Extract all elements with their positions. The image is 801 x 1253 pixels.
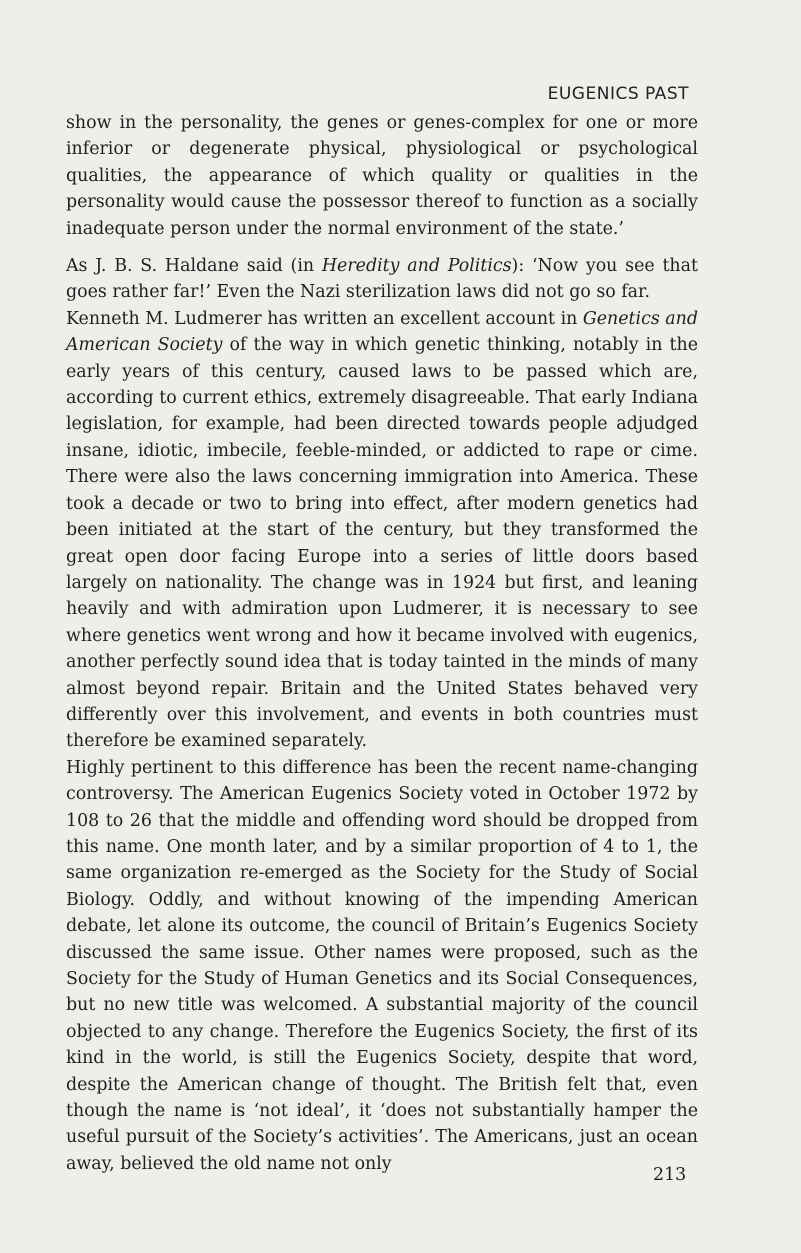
paragraph-haldane (66, 253, 698, 306)
book-title-heredity-and-politics: Heredity and Politics (321, 256, 512, 277)
page-number: 213 (653, 1165, 687, 1185)
paragraph-ludmerer (66, 306, 698, 755)
paragraph-text: ): ‘Now you see that goes rather far!’ Even the Nazi sterilization laws did not go so far. (66, 256, 698, 303)
running-head: EUGENICS PAST (547, 84, 689, 104)
paragraph-text: As J. B. S. Haldane said (in (66, 256, 322, 277)
paragraph-text: Kenneth M. Ludmerer has written an excellent account in (66, 308, 583, 329)
body-text (66, 110, 698, 1177)
paragraph-name-changing: Highly pertinent to this difference has been the recent name-changing controversy. The American Eugenics Society voted in October 1972 by 108 to 26 that the middle and offending word should be dropped from this name. One month later, and by a similar proportion of 4 to 1, the same organization re-emerged as the Society for the Study of Social Biology. Oddly, and without knowing of the impending American debate, let alone its outcome, the council of Britain’s Eugenics Society discussed the same issue. Other names were proposed, such as the Society for the Study of Human Genetics and its Social Consequences, but no new title was welcomed. A substantial majority of the council objected to any change. Therefore the Eugenics Society, the first of its kind in the world, is still the Eugenics Society, despite that word, despite the American change of thought. The British felt that, even though the name is ‘not ideal’, it ‘does not substantially hamper the useful pursuit of the Society’s activities’. The Americans, just an ocean away, believed the old name not only (66, 757, 698, 1174)
block-quote: show in the personality, the genes or genes-complex for one or more inferior or degenerate physical, physiological or psychological qualities, the appearance of which quality or qualities in the personality would cause the possessor thereof to function as a socially inadequate person under the normal environment of the state.’ (66, 113, 698, 239)
paragraph-text: of the way in which genetic thinking, notably in the early years of this century, caused laws to be passed which are, according to current ethics, extremely disagreeable. That early Indiana legislation, for example, had been directed towards people adjudged insane, idiotic, imbecile, feeble-minded, or addicted to rape or cime. There were also the laws concerning immigration into America. These took a decade or two to bring into effect, after modern genetics had been initiated at the start of the century, but they transformed the great open door facing Europe into a series of little doors based largely on nationality. The change was in 1924 but first, and leaning heavily and with admiration upon Ludmerer, it is necessary to see where genetics went wrong and how it became involved with eugenics, another perfectly sound idea that is today tainted in the minds of many almost beyond repair. Britain and the United States behaved very differently over this involvement, and events in both countries must therefore be examined separately. (66, 335, 698, 752)
book-title-genetics-and-american-society: Genetics and American Society (66, 308, 698, 356)
